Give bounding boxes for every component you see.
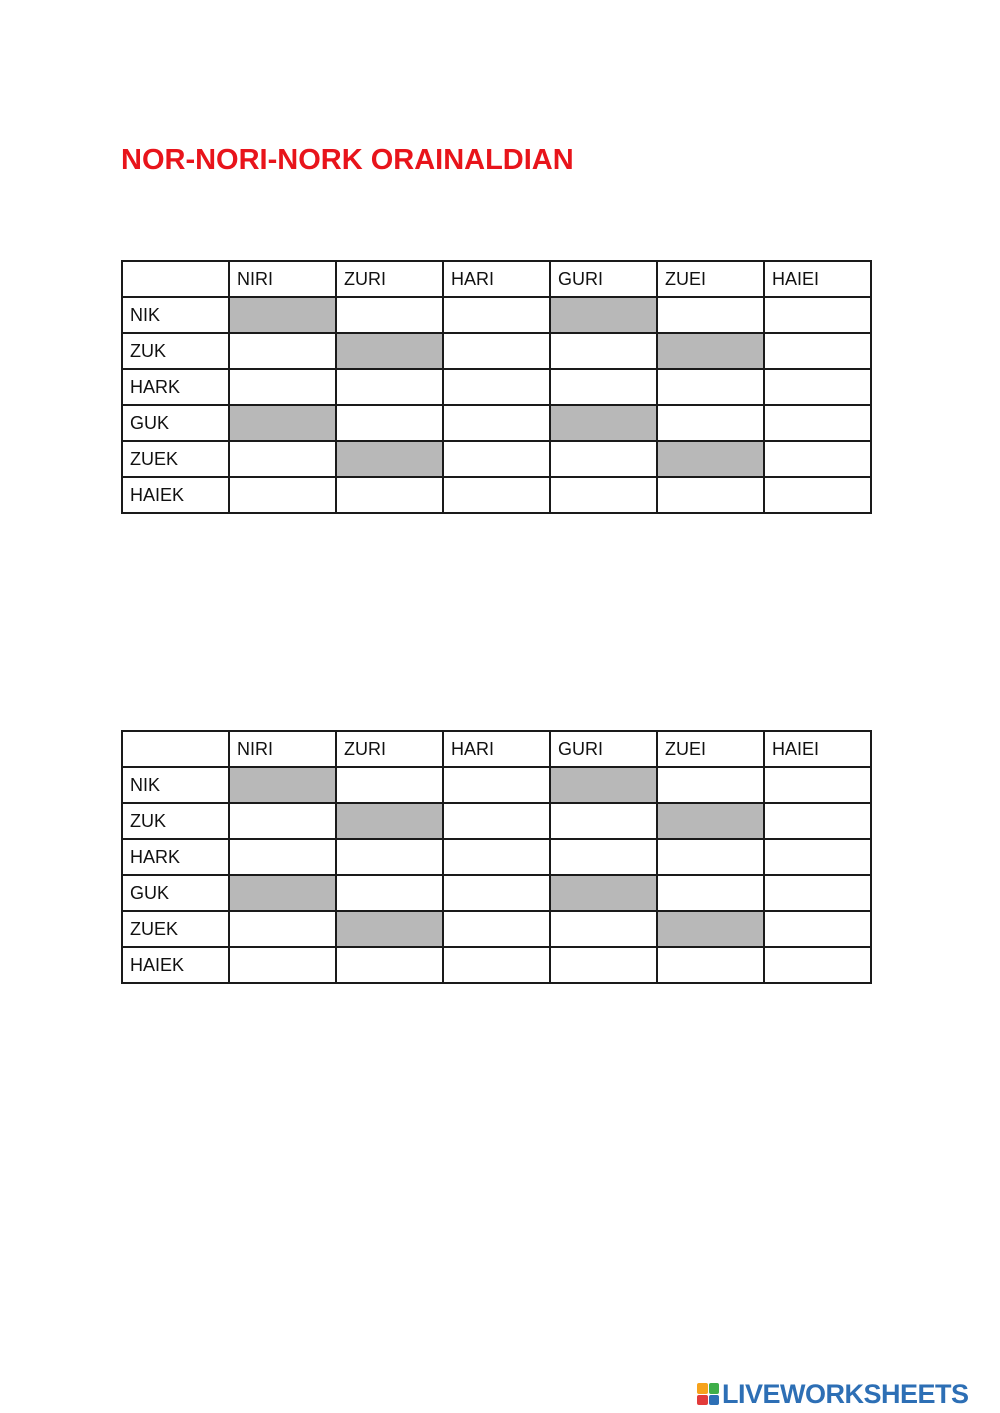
answer-cell[interactable] xyxy=(657,839,764,875)
page-title: NOR-NORI-NORK ORAINALDIAN xyxy=(121,144,574,176)
answer-cell[interactable] xyxy=(764,947,871,983)
shaded-cell xyxy=(336,803,443,839)
answer-cell[interactable] xyxy=(443,911,550,947)
shaded-cell xyxy=(229,297,336,333)
column-header: ZURI xyxy=(336,731,443,767)
answer-cell[interactable] xyxy=(336,477,443,513)
logo-square-3 xyxy=(697,1395,708,1406)
column-header: HARI xyxy=(443,261,550,297)
liveworksheets-logo[interactable] xyxy=(697,1378,969,1410)
answer-cell[interactable] xyxy=(550,441,657,477)
answer-cell[interactable] xyxy=(764,333,871,369)
answer-cell[interactable] xyxy=(229,839,336,875)
row-label: HARK xyxy=(122,839,229,875)
table-row xyxy=(122,441,871,477)
answer-cell[interactable] xyxy=(657,369,764,405)
answer-cell[interactable] xyxy=(229,947,336,983)
answer-cell[interactable] xyxy=(336,297,443,333)
column-header: HARI xyxy=(443,731,550,767)
shaded-cell xyxy=(229,767,336,803)
answer-cell[interactable] xyxy=(336,875,443,911)
table-row xyxy=(122,839,871,875)
answer-cell[interactable] xyxy=(443,875,550,911)
answer-cell[interactable] xyxy=(443,369,550,405)
shaded-cell xyxy=(657,803,764,839)
answer-cell[interactable] xyxy=(764,297,871,333)
shaded-cell xyxy=(336,911,443,947)
answer-cell[interactable] xyxy=(764,767,871,803)
table-row xyxy=(122,369,871,405)
answer-cell[interactable] xyxy=(336,947,443,983)
row-label: ZUK xyxy=(122,803,229,839)
answer-cell[interactable] xyxy=(336,369,443,405)
row-label: ZUEK xyxy=(122,441,229,477)
corner-cell xyxy=(122,731,229,767)
row-label: ZUK xyxy=(122,333,229,369)
answer-cell[interactable] xyxy=(336,405,443,441)
answer-cell[interactable] xyxy=(550,369,657,405)
column-header: GURI xyxy=(550,261,657,297)
row-label: GUK xyxy=(122,405,229,441)
answer-cell[interactable] xyxy=(764,803,871,839)
answer-cell[interactable] xyxy=(550,803,657,839)
answer-cell[interactable] xyxy=(550,839,657,875)
column-header: NIRI xyxy=(229,261,336,297)
answer-cell[interactable] xyxy=(443,333,550,369)
answer-cell[interactable] xyxy=(229,369,336,405)
answer-cell[interactable] xyxy=(764,405,871,441)
table-row xyxy=(122,297,871,333)
column-header: NIRI xyxy=(229,731,336,767)
answer-cell[interactable] xyxy=(764,369,871,405)
shaded-cell xyxy=(229,875,336,911)
answer-cell[interactable] xyxy=(657,875,764,911)
answer-cell[interactable] xyxy=(550,911,657,947)
shaded-cell xyxy=(336,441,443,477)
answer-cell[interactable] xyxy=(764,911,871,947)
row-label: HARK xyxy=(122,369,229,405)
row-label: HAIEK xyxy=(122,947,229,983)
row-label: GUK xyxy=(122,875,229,911)
table-row xyxy=(122,947,871,983)
table-row xyxy=(122,333,871,369)
answer-cell[interactable] xyxy=(443,947,550,983)
answer-cell[interactable] xyxy=(764,839,871,875)
answer-cell[interactable] xyxy=(443,297,550,333)
answer-cell[interactable] xyxy=(443,405,550,441)
answer-cell[interactable] xyxy=(229,803,336,839)
column-header: HAIEI xyxy=(764,261,871,297)
answer-cell[interactable] xyxy=(764,477,871,513)
answer-cell[interactable] xyxy=(657,477,764,513)
shaded-cell xyxy=(657,911,764,947)
answer-cell[interactable] xyxy=(229,477,336,513)
answer-cell[interactable] xyxy=(443,441,550,477)
answer-cell[interactable] xyxy=(657,947,764,983)
column-header: HAIEI xyxy=(764,731,871,767)
shaded-cell xyxy=(550,767,657,803)
shaded-cell xyxy=(657,333,764,369)
answer-cell[interactable] xyxy=(550,477,657,513)
corner-cell xyxy=(122,261,229,297)
answer-cell[interactable] xyxy=(336,767,443,803)
answer-cell[interactable] xyxy=(764,441,871,477)
answer-cell[interactable] xyxy=(229,911,336,947)
row-label: HAIEK xyxy=(122,477,229,513)
shaded-cell xyxy=(229,405,336,441)
answer-cell[interactable] xyxy=(550,333,657,369)
answer-cell[interactable] xyxy=(657,405,764,441)
table-row xyxy=(122,405,871,441)
shaded-cell xyxy=(550,297,657,333)
shaded-cell xyxy=(336,333,443,369)
column-header: GURI xyxy=(550,731,657,767)
column-header: ZURI xyxy=(336,261,443,297)
header-row xyxy=(122,731,871,767)
answer-cell[interactable] xyxy=(229,333,336,369)
answer-cell[interactable] xyxy=(657,297,764,333)
answer-cell[interactable] xyxy=(657,767,764,803)
table-row xyxy=(122,875,871,911)
answer-cell[interactable] xyxy=(443,477,550,513)
answer-cell[interactable] xyxy=(550,947,657,983)
table-row xyxy=(122,767,871,803)
row-label: NIK xyxy=(122,297,229,333)
shaded-cell xyxy=(657,441,764,477)
logo-square-2 xyxy=(709,1383,720,1394)
answer-cell[interactable] xyxy=(229,441,336,477)
answer-cell[interactable] xyxy=(336,839,443,875)
answer-cell[interactable] xyxy=(443,803,550,839)
answer-cell[interactable] xyxy=(443,839,550,875)
table-row xyxy=(122,911,871,947)
row-label: ZUEK xyxy=(122,911,229,947)
shaded-cell xyxy=(550,875,657,911)
header-row xyxy=(122,261,871,297)
conjugation-table-1 xyxy=(121,260,872,514)
liveworksheets-logo-icon xyxy=(697,1383,719,1405)
column-header: ZUEI xyxy=(657,731,764,767)
shaded-cell xyxy=(550,405,657,441)
logo-square-4 xyxy=(709,1395,720,1406)
table-row xyxy=(122,803,871,839)
answer-cell[interactable] xyxy=(764,875,871,911)
logo-text: LIVEWORKSHEETS xyxy=(722,1378,969,1409)
table-row xyxy=(122,477,871,513)
column-header: ZUEI xyxy=(657,261,764,297)
answer-cell[interactable] xyxy=(443,767,550,803)
row-label: NIK xyxy=(122,767,229,803)
logo-square-1 xyxy=(697,1383,708,1394)
conjugation-table-2 xyxy=(121,730,872,984)
